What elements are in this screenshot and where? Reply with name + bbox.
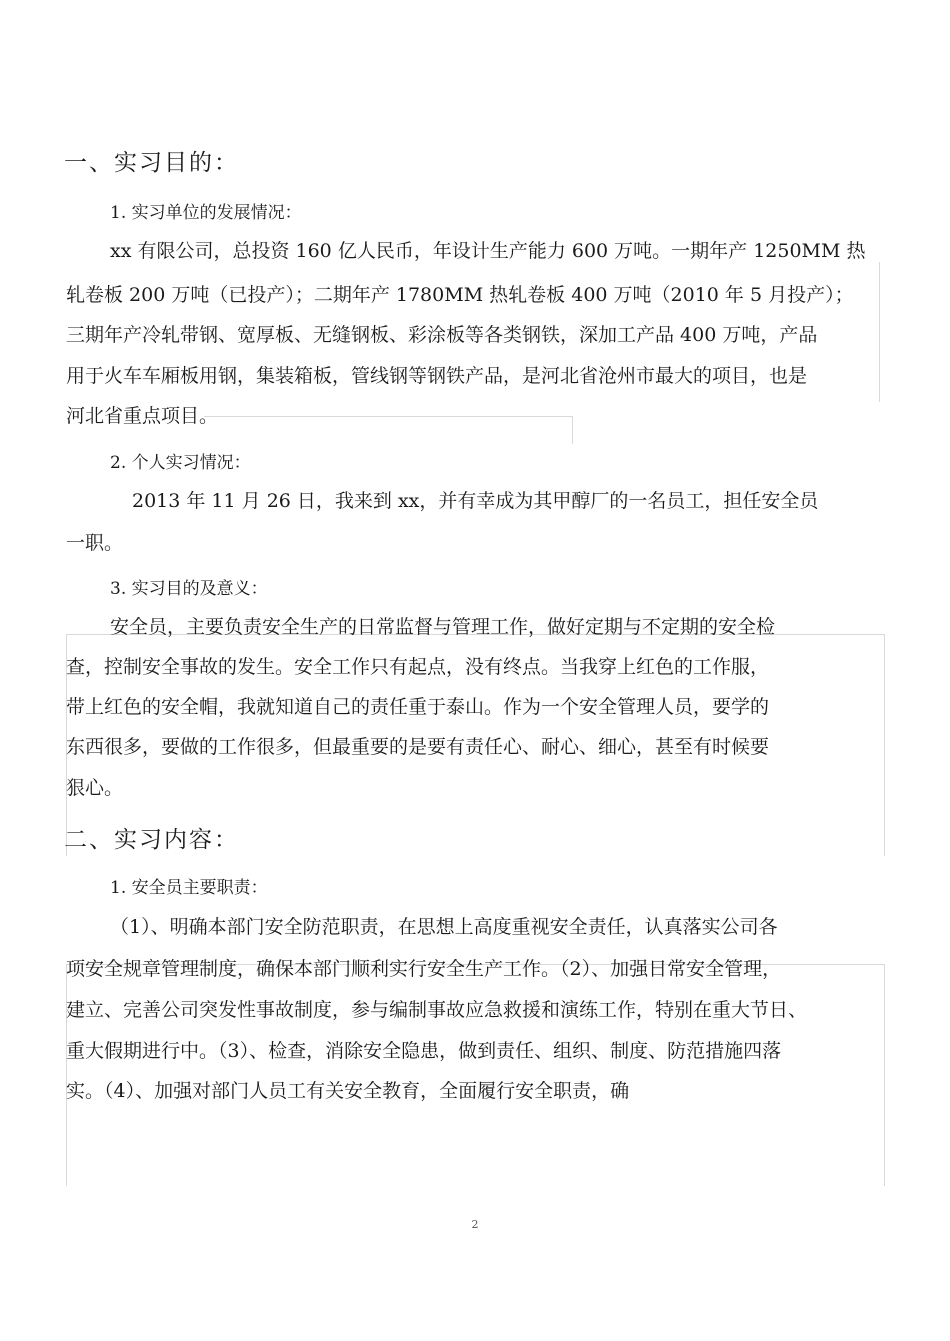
frame-line — [204, 416, 572, 417]
paragraph-line: （1）、明确本部门安全防范职责，在思想上高度重视安全责任，认真落实公司各 — [110, 916, 778, 938]
paragraph-line: 河北省重点项目。 — [66, 405, 219, 427]
paragraph-line: 轧卷板 200 万吨（已投产）；二期年产 1780MM 热轧卷板 400 万吨（2010 年 5 月投产）； — [66, 284, 854, 306]
subsection-heading: 1. 安全员主要职责： — [110, 878, 268, 898]
paragraph-line: 东西很多，要做的工作很多，但最重要的是要有责任心、耐心、细心，甚至有时候要 — [66, 736, 770, 758]
subsection-heading: 3. 实习目的及意义： — [110, 579, 268, 599]
paragraph-line: 三期年产冷轧带钢、宽厚板、无缝钢板、彩涂板等各类钢铁，深加工产品 400 万吨，产品 — [66, 324, 818, 346]
frame-line — [879, 262, 880, 402]
paragraph-line: xx 有限公司，总投资 160 亿人民币，年设计生产能力 600 万吨。一期年产 1250MM 热 — [110, 240, 866, 262]
paragraph-line: 重大假期进行中。（3）、检查，消除安全隐患，做到责任、组织、制度、防范措施四落 — [66, 1040, 782, 1062]
section-heading: 二、实习内容： — [64, 827, 239, 853]
subsection-heading: 2. 个人实习情况： — [110, 453, 251, 473]
paragraph-line: 安全员，主要负责安全生产的日常监督与管理工作，做好定期与不定期的安全检 — [110, 616, 776, 638]
paragraph-line: 2013 年 11 月 26 日，我来到 xx，并有幸成为其甲醇厂的一名员工，担任安全员 — [132, 490, 819, 512]
paragraph-line: 查，控制安全事故的发生。安全工作只有起点，没有终点。当我穿上红色的工作服， — [66, 656, 770, 678]
paragraph-line: 用于火车车厢板用钢，集装箱板，管线钢等钢铁产品，是河北省沧州市最大的项目，也是 — [66, 365, 808, 387]
paragraph-line: 建立、完善公司突发性事故制度，参与编制事故应急救援和演练工作，特别在重大节日、 — [66, 999, 808, 1021]
paragraph-line: 实。（4）、加强对部门人员工有关安全教育，全面履行安全职责，确 — [66, 1080, 630, 1102]
frame-line — [884, 634, 885, 856]
section-heading: 一、实习目的： — [64, 150, 239, 176]
paragraph-line: 一职。 — [66, 532, 124, 554]
paragraph-line: 项安全规章管理制度，确保本部门顺利实行安全生产工作。（2）、加强日常安全管理， — [66, 958, 782, 980]
page-number: 2 — [471, 1218, 479, 1231]
subsection-heading: 1. 实习单位的发展情况： — [110, 203, 302, 223]
frame-line — [884, 964, 885, 1186]
paragraph-line: 狠心。 — [66, 777, 124, 799]
paragraph-line: 带上红色的安全帽，我就知道自己的责任重于泰山。作为一个安全管理人员，要学的 — [66, 696, 770, 718]
frame-line — [572, 416, 573, 444]
